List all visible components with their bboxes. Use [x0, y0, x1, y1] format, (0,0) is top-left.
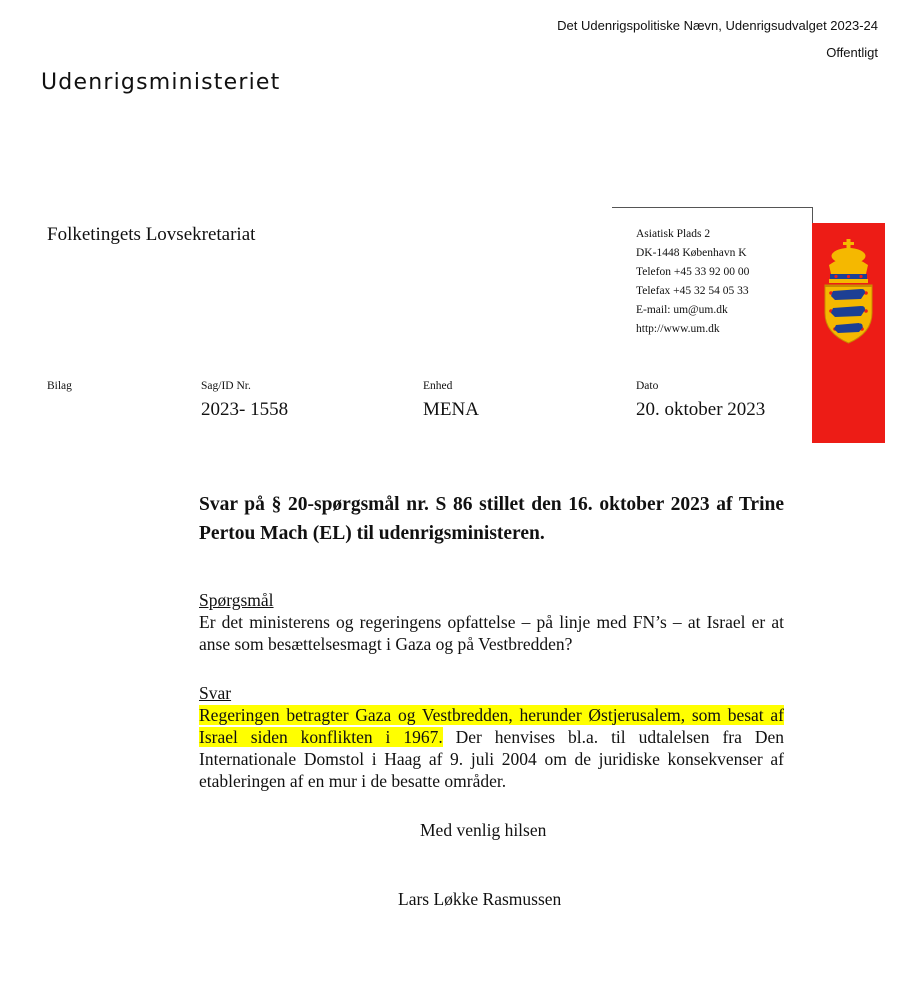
recipient: Folketingets Lovsekretariat	[47, 224, 256, 245]
enhed-value: MENA	[423, 399, 479, 420]
ministry-name: Udenrigsministeriet	[41, 70, 281, 95]
address-city: DK-1448 København K	[636, 247, 747, 259]
enhed-label: Enhed	[423, 380, 453, 392]
address-divider-vertical	[812, 207, 813, 223]
address-block	[636, 225, 749, 339]
sag-label: Sag/ID Nr.	[201, 380, 251, 392]
question-heading: Spørgsmål	[199, 590, 274, 610]
closing-greeting: Med venlig hilsen	[420, 820, 547, 840]
sag-value: 2023- 1558	[201, 399, 289, 420]
dato-label: Dato	[636, 380, 659, 392]
dato-value: 20. oktober 2023	[636, 399, 766, 420]
address-web[interactable]: http://www.um.dk	[636, 323, 720, 335]
answer-text	[199, 704, 784, 792]
answer-section	[199, 682, 784, 792]
bilag-label: Bilag	[47, 380, 72, 392]
signature-name: Lars Løkke Rasmussen	[398, 889, 562, 909]
address-divider	[612, 207, 812, 208]
question-section	[199, 589, 784, 655]
question-text: Er det ministerens og regeringens opfattelse – på linje med FN’s – at Israel er at anse som besættelsesmagt i Gaza og på Vestbredden?	[199, 612, 784, 654]
address-phone: Telefon +45 33 92 00 00	[636, 266, 750, 278]
answer-highlight: Regeringen betragter Gaza og Vestbredden, herunder Østjerusalem, som besat af Israel siden konflikten i 1967.	[199, 705, 784, 747]
classification-label: Offentligt	[826, 45, 878, 60]
answer-heading: Svar	[199, 683, 232, 703]
red-flag-banner	[812, 223, 885, 443]
address-email[interactable]: E-mail: um@um.dk	[636, 304, 728, 316]
committee-header: Det Udenrigspolitiske Nævn, Udenrigsudvalget 2023-24	[557, 18, 878, 33]
address-fax: Telefax +45 32 54 05 33	[636, 285, 749, 297]
address-street: Asiatisk Plads 2	[636, 228, 711, 240]
subject-heading: Svar på § 20-spørgsmål nr. S 86 stillet den 16. oktober 2023 af Trine Pertou Mach (EL) til udenrigsministeren.	[199, 494, 784, 544]
answer-rest: Der henvises bl.a. til udtalelsen fra Den Internationale Domstol i Haag af 9. juli 2004 om de juridiske konsekvenser af etableringen af en mur i de besatte områder.	[199, 727, 784, 791]
danish-royal-coat-of-arms-icon	[821, 237, 876, 347]
